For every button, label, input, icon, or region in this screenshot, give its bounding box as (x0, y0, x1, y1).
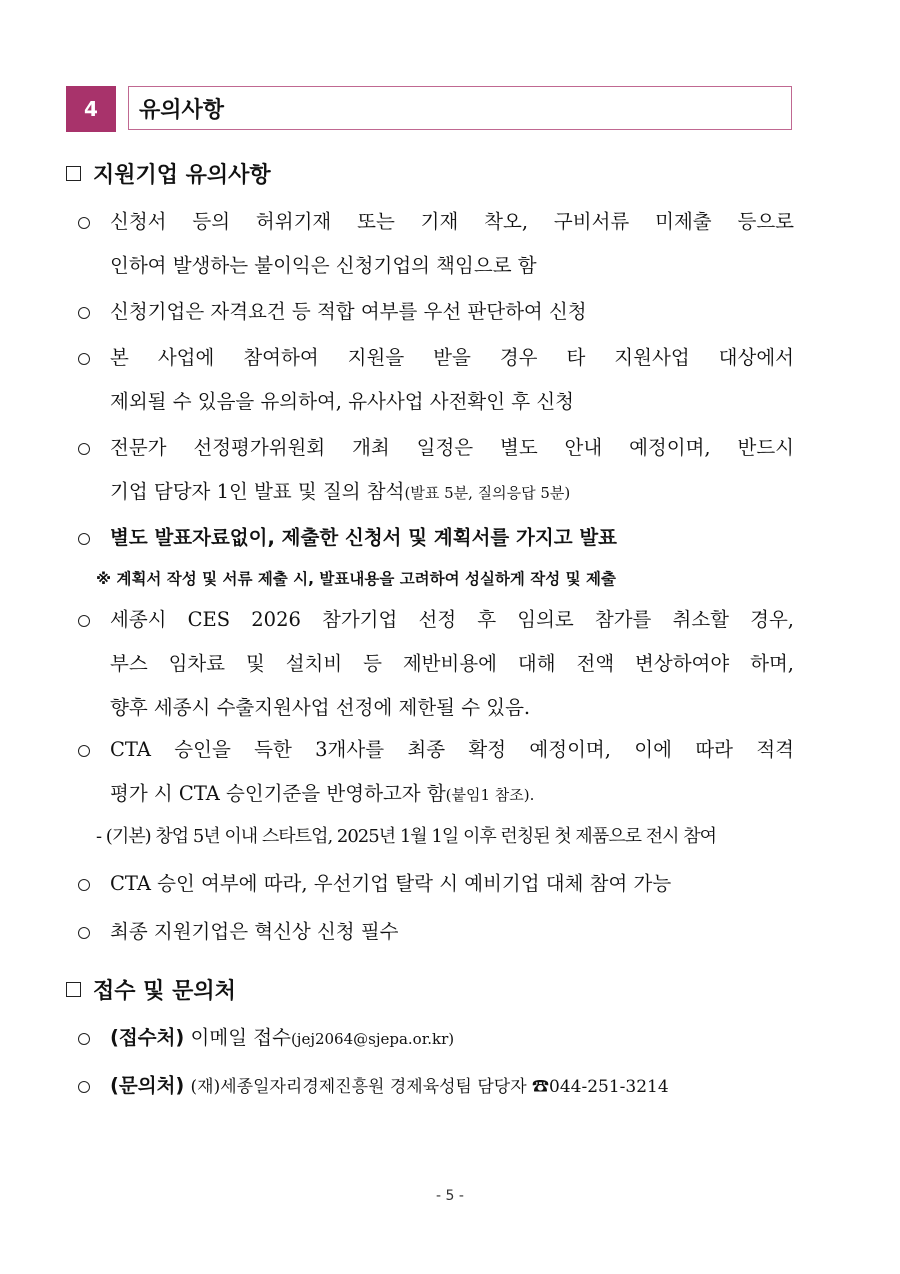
circle-bullet-icon (78, 879, 90, 891)
subheading-contact-text: 접수 및 문의처 (93, 979, 236, 1004)
section-title-box (128, 86, 792, 130)
list-item (78, 200, 794, 288)
contact-item (78, 1064, 794, 1109)
item-text: CTA 승인 여부에 따라, 우선기업 탈락 시 예비기업 대체 참여 가능 (110, 872, 672, 895)
contact-label: (접수처) (110, 1026, 185, 1049)
item-text: 신청기업은 자격요건 등 적합 여부를 우선 판단하여 신청 (110, 300, 587, 323)
circle-bullet-icon (78, 533, 90, 545)
circle-bullet-icon (78, 1081, 90, 1093)
item-text: 제외될 수 있음을 유의하여, 유사사업 사전확인 후 신청 (110, 390, 575, 413)
item-text (78, 772, 794, 817)
circle-bullet-icon (78, 217, 90, 229)
circle-bullet-icon (78, 1033, 90, 1045)
item-text: CTA 승인을 득한 3개사를 최종 확정 예정이며, 이에 따라 적격 (110, 738, 794, 761)
list-item (78, 598, 794, 730)
note-text: ※ 계획서 작성 및 서류 제출 시, 발표내용을 고려하여 성실하게 작성 및 제출 (96, 570, 616, 588)
circle-bullet-icon (78, 927, 90, 939)
item-text-bold: 별도 발표자료없이, 제출한 신청서 및 계획서를 가지고 발표 (110, 526, 618, 549)
item-text-note: (붙임1 참조). (445, 786, 535, 804)
page-number: - 5 - (436, 1188, 464, 1204)
list-item (78, 728, 794, 817)
contact-text (78, 1016, 794, 1061)
subheading-contact (66, 974, 236, 1005)
item-text (78, 470, 794, 515)
list-item (78, 910, 794, 954)
item-text-note: (발표 5분, 질의응답 5분) (404, 484, 571, 502)
list-item (78, 426, 794, 515)
subheading-notes (66, 158, 271, 189)
list-item (78, 516, 794, 560)
item-text: 본 사업에 참여하여 지원을 받을 경우 타 지원사업 대상에서 (110, 346, 794, 369)
item-text: 향후 세종시 수출지원사업 선정에 제한될 수 있음. (110, 696, 531, 719)
section-title: 유의사항 (139, 97, 225, 123)
contact-label: (문의처) (110, 1074, 185, 1097)
contact-org-phone: (재)세종일자리경제진흥원 경제육성팀 담당자 ☎044-251-3214 (190, 1077, 669, 1097)
contact-main: 이메일 접수 (190, 1026, 291, 1049)
section-number: 4 (66, 86, 116, 132)
square-bullet-icon (66, 166, 81, 181)
list-item (78, 336, 794, 424)
item-text: 전문가 선정평가위원회 개최 일정은 별도 안내 예정이며, 반드시 (110, 436, 794, 459)
item-text: 세종시 CES 2026 참가기업 선정 후 임의로 참가를 취소할 경우, (110, 608, 794, 631)
item-text-main: 평가 시 CTA 승인기준을 반영하고자 함 (110, 782, 446, 805)
item-text: 신청서 등의 허위기재 또는 기재 착오, 구비서류 미제출 등으로 (110, 210, 794, 233)
circle-bullet-icon (78, 353, 90, 365)
subheading-notes-text: 지원기업 유의사항 (93, 163, 271, 188)
circle-bullet-icon (78, 307, 90, 319)
contact-email[interactable]: (jej2064@sjepa.or.kr) (290, 1030, 455, 1048)
dash-item: - (기본) 창업 5년 이내 스타트업, 2025년 1월 1일 이후 런칭된 첫 제품으로 전시 참여 (96, 826, 716, 847)
item-text: 최종 지원기업은 혁신상 신청 필수 (110, 920, 399, 943)
item-text: 인하여 발생하는 불이익은 신청기업의 책임으로 함 (110, 254, 537, 277)
list-item (78, 290, 794, 334)
circle-bullet-icon (78, 615, 90, 627)
list-item (78, 862, 794, 906)
section-header (66, 86, 792, 132)
item-text-main: 기업 담당자 1인 발표 및 질의 참석 (110, 480, 405, 503)
item-text: 부스 임차료 및 설치비 등 제반비용에 대해 전액 변상하여야 하며, (110, 652, 794, 675)
contact-item (78, 1016, 794, 1061)
contact-text (78, 1064, 794, 1109)
circle-bullet-icon (78, 745, 90, 757)
square-bullet-icon (66, 982, 81, 997)
circle-bullet-icon (78, 443, 90, 455)
